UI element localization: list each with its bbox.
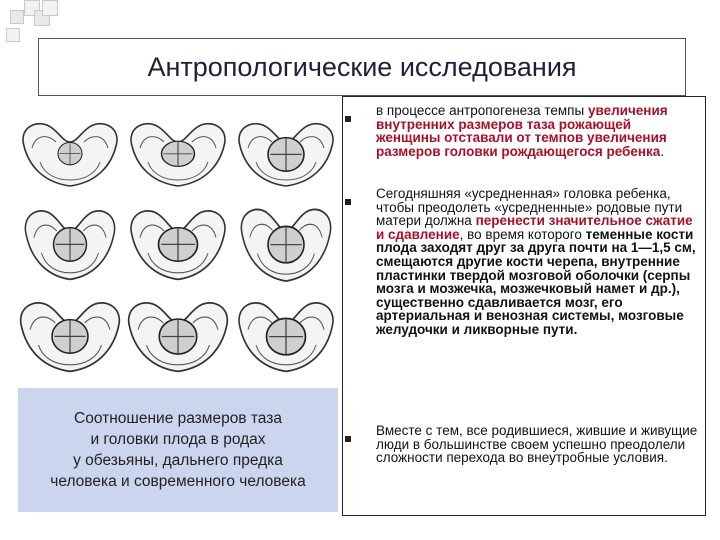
pelvis-drawing <box>21 303 120 372</box>
slide-title: Антропологические исследования <box>147 51 577 82</box>
bullet-text-plain: , во время которого <box>459 226 582 242</box>
pelvis-drawing <box>131 124 225 186</box>
caption-text <box>50 408 305 492</box>
bullet-marker <box>345 199 351 205</box>
pelvis-drawing <box>25 211 114 280</box>
caption-line: и головки плода в родах <box>90 431 266 448</box>
pelvis-drawing <box>241 209 330 281</box>
pelvis-drawing <box>239 303 333 372</box>
bullet-marker <box>345 436 351 442</box>
bullet-text-plain: . <box>660 143 665 159</box>
caption-line: человека и современного человека <box>50 473 306 490</box>
decor-square <box>42 0 58 16</box>
bullet-text-2 <box>376 187 698 337</box>
bullet-text-highlight: увеличения внутренних размеров таза рожающей женщины отставали от темпов увеличения размеров головки рождающегося ребенка <box>376 103 668 159</box>
bullet-text-1 <box>376 104 698 158</box>
bullet-text-highlight: перенести значительное сжатие и сдавление <box>376 213 693 242</box>
caption-line: Соотношение размеров таза <box>74 410 282 427</box>
pelvis-drawing <box>129 303 228 372</box>
pelvis-drawing <box>23 124 117 186</box>
pelvis-drawing <box>239 124 333 186</box>
bullet-text-bold: теменные кости плода заходят друг за друга почти на 1—1,5 см, смещаются другие кости черепа, внутренние пластинки твердой мозговой оболочки (серпы мозга и мозжечка, мозжечковый намет и др.), существенно сдавливается мозг, его артериальная и венозная системы, мозговые желудочки и ликворные пути. <box>376 226 696 337</box>
decor-square <box>10 10 24 24</box>
pelvis-drawings <box>18 112 336 386</box>
bullet-text-plain: в процессе антропогенеза темпы <box>376 103 585 118</box>
bullet-text-plain: Вместе с тем, все родившиеся, жившие и живущие люди в большинстве своем успешно преодолели сложности перехода во внеутробные условия. <box>376 423 698 466</box>
bullet-text-3 <box>376 424 698 465</box>
bullet-text-plain: Сегодняшняя «усредненная» головка ребенка, чтобы преодолеть «усредненные» родовые пути матери должна <box>376 186 683 229</box>
caption-box <box>18 388 338 512</box>
title-box <box>38 38 686 96</box>
pelvis-drawing <box>131 211 225 280</box>
caption-line: у обезьяны, дальнего предка <box>73 452 283 469</box>
bullet-marker <box>345 116 351 122</box>
decor-square <box>6 28 20 42</box>
pelvis-illustration <box>18 112 336 386</box>
